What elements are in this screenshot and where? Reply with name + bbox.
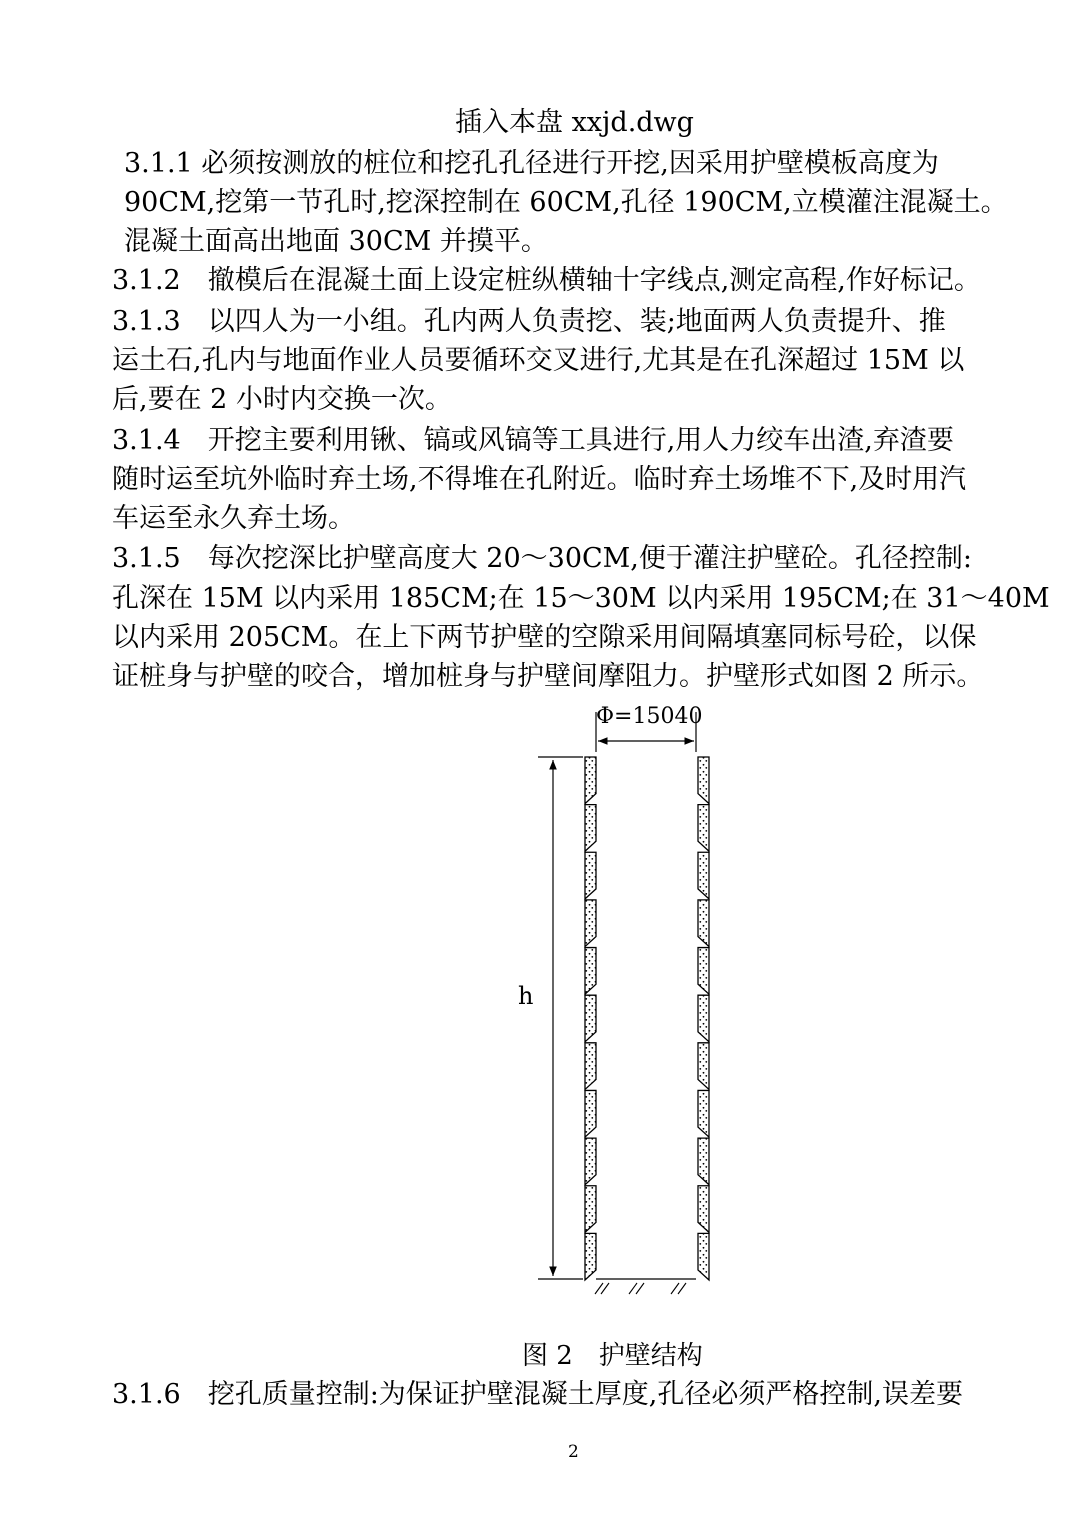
paragraph-line: 车运至永久弃土场。	[112, 503, 355, 534]
paragraph-line: 3.1.4 开挖主要利用锹、镐或风镐等工具进行,用人力绞车出渣,弃渣要	[112, 425, 954, 456]
paragraph-line: 3.1.2 撤模后在混凝土面上设定桩纵横轴十字线点,测定高程,作好标记。	[112, 265, 981, 296]
wall-segment	[585, 1138, 596, 1185]
wall-segment	[585, 805, 596, 852]
wall-segment	[585, 995, 596, 1042]
wall-segment	[698, 948, 709, 995]
wall-segment	[698, 1090, 709, 1137]
paragraph-line: 3.1.3 以四人为一小组。孔内两人负责挖、装;地面两人负责提升、推	[112, 306, 946, 337]
wall-segment	[698, 1138, 709, 1185]
wall-segment	[698, 1233, 709, 1280]
paragraph-line: 3.1.1 必须按测放的桩位和挖孔孔径进行开挖,因采用护壁模板高度为	[124, 148, 939, 179]
paragraph-line: 混凝土面高出地面 30CM 并摸平。	[124, 226, 548, 257]
page-number: 2	[568, 1442, 579, 1462]
wall-segment	[698, 1186, 709, 1233]
wall-segment	[698, 852, 709, 899]
insert-note: 插入本盘 xxjd.dwg	[455, 107, 694, 138]
wall-segment	[585, 1090, 596, 1137]
paragraph-line: 证桩身与护壁的咬合，增加桩身与护壁间摩阻力。护壁形式如图 2 所示。	[112, 661, 984, 692]
wall-segment	[585, 900, 596, 947]
height-dimension	[538, 757, 583, 1279]
wall-segment	[585, 1043, 596, 1090]
paragraph-line: 90CM,挖第一节孔时,挖深控制在 60CM,孔径 190CM,立模灌注混凝土。	[124, 187, 1008, 218]
height-label: h	[518, 982, 534, 1010]
wall-segment	[698, 995, 709, 1042]
wall-segment	[585, 1186, 596, 1233]
wall-segment	[698, 1043, 709, 1090]
wall-segment	[698, 805, 709, 852]
wall-segment	[585, 1233, 596, 1280]
wall-segment	[585, 948, 596, 995]
ground-line	[595, 1279, 696, 1294]
paragraph-line: 以内采用 205CM。在上下两节护壁的空隙采用间隔填塞同标号砼，以保	[112, 622, 977, 653]
paragraph-line: 随时运至坑外临时弃土场,不得堆在孔附近。临时弃土场堆不下,及时用汽	[112, 464, 967, 495]
right-wall	[698, 757, 709, 1280]
paragraph-line: 后,要在 2 小时内交换一次。	[112, 384, 452, 415]
paragraph-line: 孔深在 15M 以内采用 185CM;在 15～30M 以内采用 195CM;在 31～40M	[112, 583, 1050, 614]
paragraph-line: 运土石,孔内与地面作业人员要循环交叉进行,尤其是在孔深超过 15M 以	[112, 345, 965, 376]
diameter-label: Φ=15040	[596, 704, 703, 729]
left-wall	[585, 757, 596, 1280]
wall-segment	[698, 757, 709, 804]
wall-segment	[585, 852, 596, 899]
figure-caption: 图 2 护壁结构	[522, 1341, 703, 1371]
wall-segment	[585, 757, 596, 804]
wall-segment	[698, 900, 709, 947]
paragraph-line: 3.1.6 挖孔质量控制:为保证护壁混凝土厚度,孔径必须严格控制,误差要	[112, 1379, 963, 1410]
paragraph-line: 3.1.5 每次挖深比护壁高度大 20～30CM,便于灌注护壁砼。孔径控制:	[112, 543, 972, 574]
